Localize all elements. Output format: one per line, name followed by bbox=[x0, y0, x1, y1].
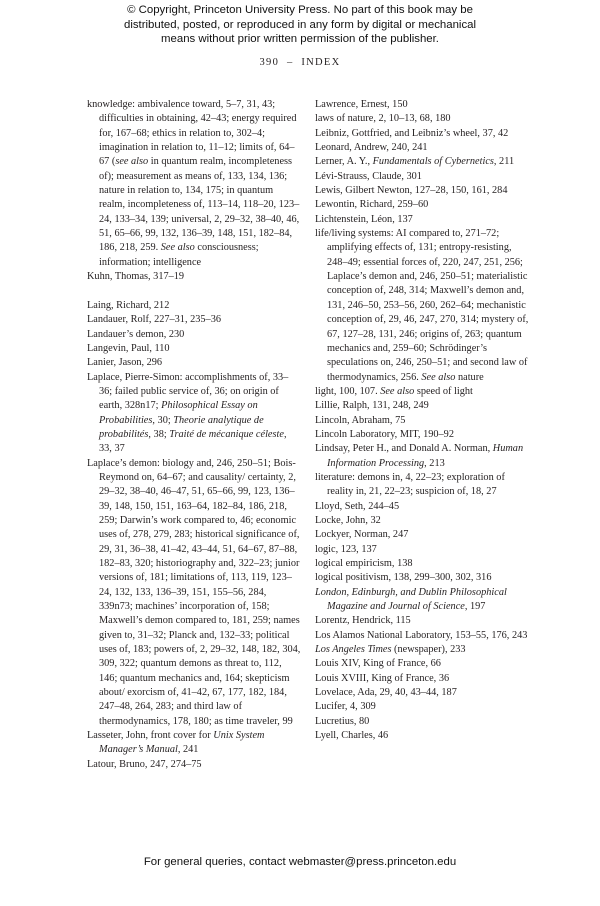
entry-text: , 30; bbox=[152, 414, 174, 426]
italic-title: See also bbox=[380, 385, 415, 397]
index-entry bbox=[315, 715, 529, 729]
entry-text: Langevin, Paul, 110 bbox=[87, 342, 170, 354]
index-entry bbox=[315, 629, 529, 643]
entry-text: literature: demons in, 4, 22–23; exploration of reality in, 21, 22–23; suspicion of, 18, 27 bbox=[315, 471, 505, 498]
index-entry bbox=[315, 170, 529, 184]
entry-text: laws of nature, 2, 10–13, 68, 180 bbox=[315, 113, 451, 125]
entry-text: Laplace, Pierre-Simon: accomplishments of, 33–36; failed public service of, 36; on origin of earth, 328n17; bbox=[87, 371, 289, 412]
entry-text: Landauer’s demon, 230 bbox=[87, 328, 185, 340]
index-entry bbox=[315, 471, 529, 500]
italic-title: See also bbox=[160, 242, 195, 254]
italic-title: London, Edinburgh, and Dublin Philosophical Magazine and Journal of Science bbox=[315, 586, 507, 613]
italic-title: see also bbox=[115, 156, 149, 168]
entry-text: , 33, 37 bbox=[99, 428, 287, 455]
index-entry bbox=[315, 514, 529, 528]
index-entry bbox=[87, 356, 301, 370]
entry-text: Lucifer, 4, 309 bbox=[315, 701, 376, 713]
italic-title: Los Angeles Times bbox=[315, 644, 392, 656]
italic-title: Theorie analytique de probabilités bbox=[99, 414, 264, 440]
entry-text: , 197 bbox=[464, 601, 486, 613]
entry-text: Lincoln, Abraham, 75 bbox=[315, 414, 406, 426]
copyright-line: distributed, posted, or reproduced in any form by digital or mechanical bbox=[123, 18, 477, 31]
index-entry bbox=[315, 571, 529, 585]
entry-text: Lichtenstein, Léon, 137 bbox=[315, 213, 413, 225]
entry-text: Lindsay, Peter H., and Donald A. Norman, bbox=[315, 443, 493, 455]
index-entry bbox=[87, 270, 301, 284]
entry-text: , 241 bbox=[177, 744, 199, 756]
entry-text: logical positivism, 138, 299–300, 302, 316 bbox=[315, 572, 492, 584]
entry-text: Laing, Richard, 212 bbox=[87, 299, 170, 311]
index-column-left bbox=[87, 98, 301, 772]
entry-text: Leibniz, Gottfried, and Leibniz’s wheel, 37, 42 bbox=[315, 127, 509, 139]
index-entry bbox=[315, 543, 529, 557]
entry-text: Lévi-Strauss, Claude, 301 bbox=[315, 170, 422, 182]
entry-text: Lasseter, John, front cover for bbox=[87, 730, 214, 742]
index-entry bbox=[315, 672, 529, 686]
index-entry bbox=[315, 686, 529, 700]
index-entry bbox=[315, 700, 529, 714]
entry-text: Lincoln Laboratory, MIT, 190–92 bbox=[315, 428, 454, 440]
entry-text: Locke, John, 32 bbox=[315, 514, 381, 526]
italic-title: Human Information Processing bbox=[327, 443, 524, 469]
entry-text: Lucretius, 80 bbox=[315, 715, 370, 727]
entry-text: Lloyd, Seth, 244–45 bbox=[315, 500, 400, 512]
index-entry bbox=[87, 342, 301, 356]
entry-text: Los Alamos National Laboratory, 153–55, 176, 243 bbox=[315, 629, 528, 641]
copyright-notice bbox=[0, 3, 600, 47]
index-entry bbox=[315, 198, 529, 212]
entry-text: , 211 bbox=[493, 156, 515, 168]
index-entry bbox=[87, 313, 301, 327]
copyright-line: means without prior written permission of the publisher. bbox=[161, 33, 439, 45]
entry-text: Lewontin, Richard, 259–60 bbox=[315, 199, 429, 211]
index-entry bbox=[315, 213, 529, 227]
entry-text: Lovelace, Ada, 29, 40, 43–44, 187 bbox=[315, 687, 457, 699]
index-entry bbox=[315, 155, 529, 169]
entry-text: , 38; bbox=[148, 428, 170, 440]
index-column-right bbox=[315, 98, 529, 743]
entry-text: Lewis, Gilbert Newton, 127–28, 150, 161, 284 bbox=[315, 185, 508, 197]
index-entry bbox=[315, 98, 529, 112]
index-entry bbox=[315, 643, 529, 657]
index-entry bbox=[87, 729, 301, 758]
entry-text: Latour, Bruno, 247, 274–75 bbox=[87, 758, 202, 770]
entry-text: (newspaper), 233 bbox=[391, 644, 466, 656]
index-entry bbox=[315, 385, 529, 399]
index-entry bbox=[315, 227, 529, 385]
entry-text: logical empiricism, 138 bbox=[315, 558, 413, 569]
entry-text: logic, 123, 137 bbox=[315, 543, 377, 555]
index-entry bbox=[315, 729, 529, 743]
italic-title: Philosophical Essay on Probabilities bbox=[99, 400, 258, 426]
index-entry bbox=[87, 98, 301, 270]
entry-text: , 213 bbox=[424, 457, 445, 469]
entry-text: speed of light bbox=[414, 385, 473, 397]
index-entry bbox=[315, 528, 529, 542]
entry-text: consciousness; information; intelligence bbox=[99, 242, 259, 268]
entry-text: Leonard, Andrew, 240, 241 bbox=[315, 142, 428, 154]
index-entry bbox=[315, 184, 529, 198]
running-head: 390 – INDEX bbox=[259, 57, 341, 68]
entry-text: Louis XVIII, King of France, 36 bbox=[315, 672, 450, 684]
entry-text: in quantum realm, incompleteness of); measurement as means of, 133, 134, 136; nature in relation to, 134, 175; in quantum realm, incompleteness of, 113–14, 118–20, 123–24, 133–34, 139; universal, 2, 29–32, 38–40, 46, 51, 65–66, 99, 132, 136–39, 148, 151, 182–84, 186, 218, 259. bbox=[99, 156, 300, 254]
copyright-line: © Copyright, Princeton University Press. No part of this book may be bbox=[127, 4, 473, 16]
footer-contact: For general queries, contact webmaster@press.princeton.edu bbox=[143, 856, 457, 868]
entry-text: nature bbox=[455, 371, 484, 383]
index-entry bbox=[315, 500, 529, 514]
index-entry bbox=[315, 614, 529, 628]
index-entry bbox=[315, 399, 529, 413]
entry-text: Laplace’s demon: biology and, 246, 250–51; Bois-Reymond on, 64–67; and causality/ certainty, 2, 29–32, 38–40, 46–47, 51, 65–66, 99, 123, 136–39, 148, 150, 151, 163–64, 182–84, 186, 218, 259; Darwin’s work compared to, 46; economic uses of, 278, 279, 283; historical significance of, 29, 31, 36–38, 41–42, 43–44, 51, 64–67, 87–88, 182–83, 320; historiography and, 322–23; junior versions of, 181; limitations of, 113, 119, 123–24, 132, 133, 136–39, 151, 155–56, 284, 339n73; machines’ incorporation of, 158; Maxwell’s demon compared to, 181, 259; names given to, 31–32; Planck and, 132–33; political uses of, 183; powers of, 2, 29–32, 148, 182, 304, 309, 322; quantum demons as threat to, 112, 146; quantum mechanics and, 164; skepticism about/ exorcism of, 41–42, 67, 177, 182, 184, 247–48, 264, 283; and third law of thermodynamics, 178, 180; as time traveler, 99 bbox=[87, 457, 301, 727]
entry-text: Lyell, Charles, 46 bbox=[315, 730, 389, 742]
entry-text: Lorentz, Hendrick, 115 bbox=[315, 615, 411, 627]
entry-text: life/living systems: AI compared to, 271–72; amplifying effects of, 131; entropy-resisting, 248–49; essential forces of, 220, 247, 251, 256; Laplace’s demon and, 246, 250–51; materialistic conception of, 248, 314; Maxwell’s demon and, 131, 246–50, 253–56, 260, 262–64; mechanistic conception of, 29, 46, 247, 270, 314; mystery of, 67, 127–28, 131, 246; origins of, 263; quantum mechanics and, 259–60; Schrödinger’s speculations on, 246, 250–51; and second law of thermodynamics, 256. bbox=[315, 228, 529, 383]
index-entry bbox=[315, 657, 529, 671]
index-entry bbox=[315, 557, 529, 571]
index-entry bbox=[315, 428, 529, 442]
index-entry bbox=[315, 127, 529, 141]
entry-text: Lawrence, Ernest, 150 bbox=[315, 99, 408, 110]
italic-title: See also bbox=[421, 371, 456, 383]
index-entry bbox=[87, 758, 301, 772]
index-entry bbox=[315, 414, 529, 428]
index-entry bbox=[87, 371, 301, 457]
entry-text: Kuhn, Thomas, 317–19 bbox=[87, 271, 185, 283]
index-entry bbox=[315, 586, 529, 615]
entry-text: Lerner, A. Y., bbox=[315, 156, 373, 168]
entry-text: Landauer, Rolf, 227–31, 235–36 bbox=[87, 314, 221, 326]
letter-group-gap bbox=[87, 284, 301, 298]
entry-text: Louis XIV, King of France, 66 bbox=[315, 658, 441, 670]
entry-text: light, 100, 107. bbox=[315, 385, 381, 397]
italic-title: Traité de mécanique céleste bbox=[169, 428, 284, 440]
index-entry bbox=[87, 328, 301, 342]
italic-title: Unix System Manager’s Manual bbox=[99, 730, 265, 756]
italic-title: Fundamentals of Cybernetics bbox=[372, 156, 494, 168]
index-entry bbox=[87, 457, 301, 730]
entry-text: Lockyer, Norman, 247 bbox=[315, 529, 409, 541]
index-entry bbox=[315, 112, 529, 126]
entry-text: Lillie, Ralph, 131, 248, 249 bbox=[315, 400, 429, 412]
entry-text: Lanier, Jason, 296 bbox=[87, 357, 163, 369]
index-entry bbox=[315, 442, 529, 471]
index-entry bbox=[87, 299, 301, 313]
index-entry bbox=[315, 141, 529, 155]
entry-text: knowledge: ambivalence toward, 5–7, 31, 43; difficulties in obtaining, 42–43; energy required for, 167–68; ethics in relation to, 302–4; imagination in relation to, 11–12; limits of, 64–67 ( bbox=[87, 99, 297, 168]
